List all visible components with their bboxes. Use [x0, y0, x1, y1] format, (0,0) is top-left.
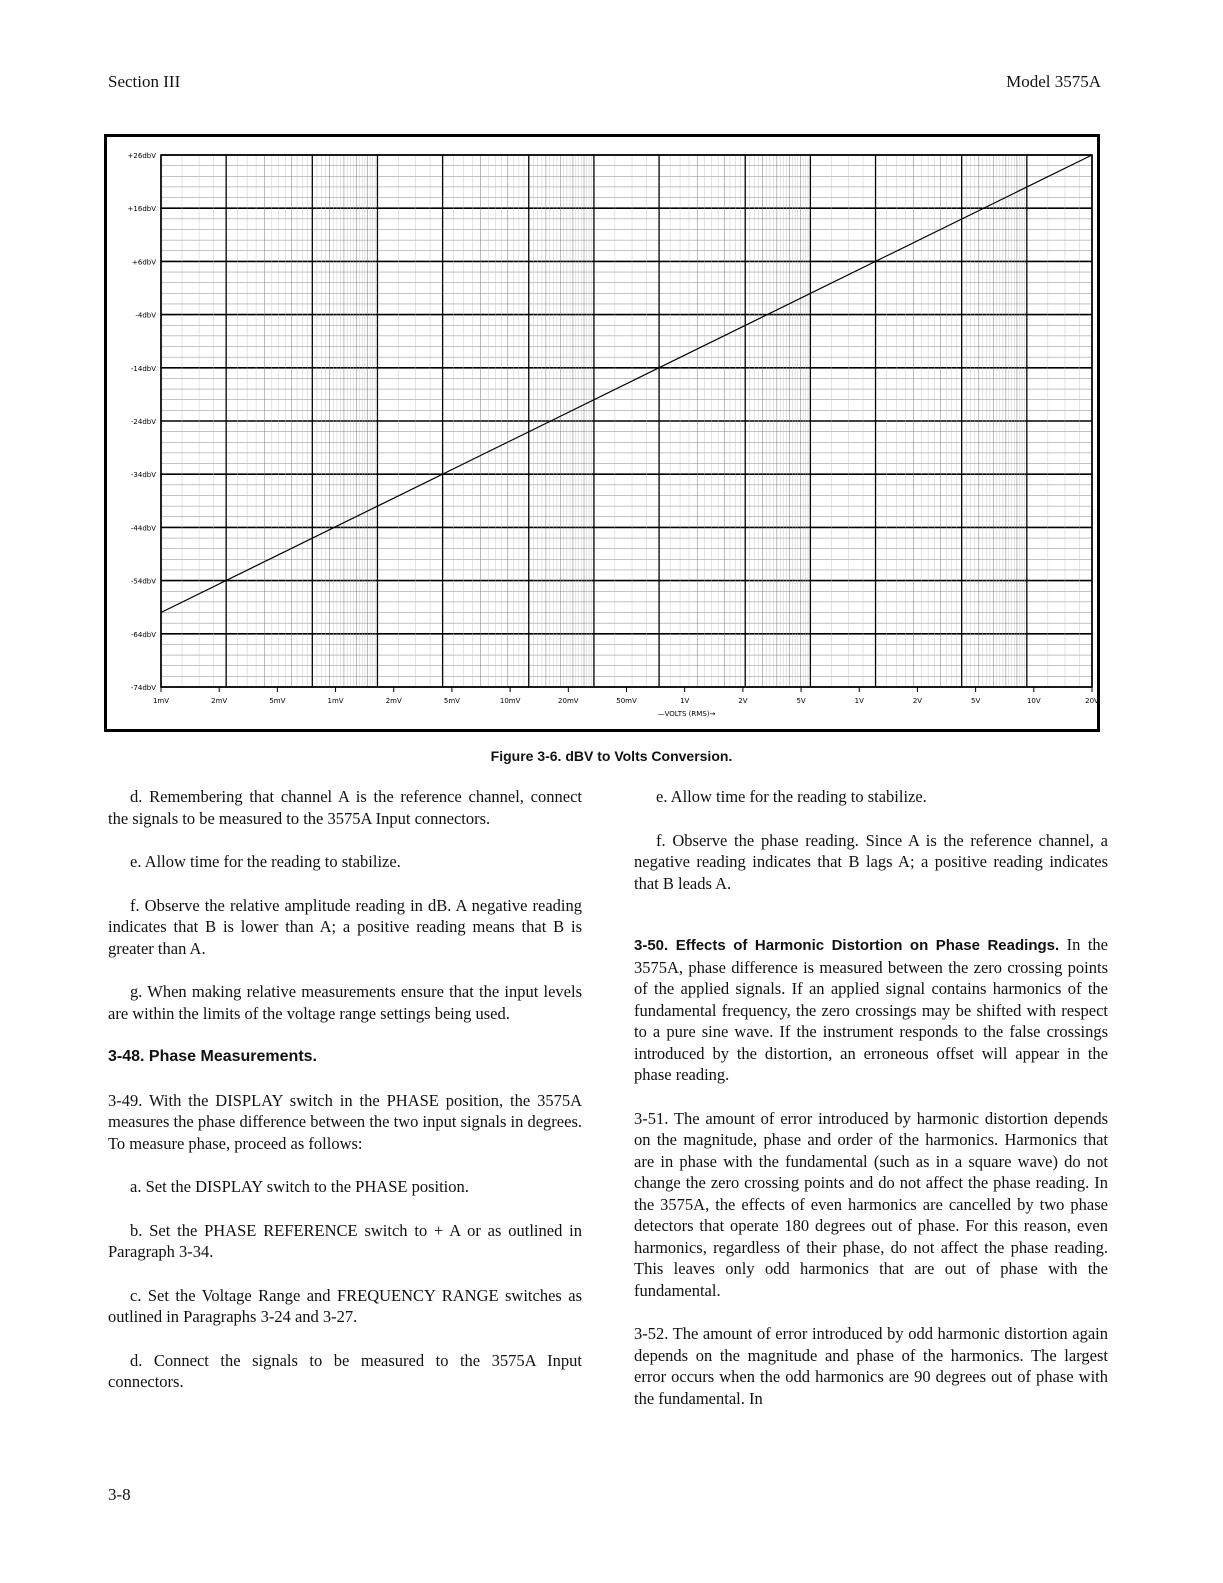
x-tick-label: 5V [796, 697, 806, 705]
page-number: 3-8 [108, 1485, 131, 1504]
step-d-relative: d. Remembering that channel A is the reference channel, connect the signals to be measured to the 3575A Input connectors. [108, 787, 582, 828]
x-tick-label: 5mV [269, 697, 286, 705]
step-a-phase: a. Set the DISPLAY switch to the PHASE position. [130, 1177, 469, 1196]
y-tick-label: -64dbV [130, 630, 156, 639]
paragraph-3-50 [634, 934, 1108, 1086]
y-tick-label: -74dbV [130, 684, 156, 692]
y-tick-label: -4dbV [135, 311, 156, 320]
heading-phase-measurements: 3-48. Phase Measurements. [108, 1048, 317, 1065]
x-tick-label: 5mV [443, 697, 460, 705]
step-g-relative: g. When making relative measurements ensure that the input levels are within the limits of the voltage range settings being used. [108, 982, 582, 1023]
dbv-volts-chart [104, 134, 1100, 732]
step-b-phase: b. Set the PHASE REFERENCE switch to + A or as outlined in Paragraph 3-34. [108, 1220, 582, 1261]
paragraph-3-52: 3-52. The amount of error introduced by odd harmonic distortion again depends on the magnitude and phase of the harmonics. The largest error occurs when the odd harmonics are 90 degrees out of phase with the fundamental. In [634, 1324, 1108, 1408]
x-tick-label: 1mV [327, 697, 344, 705]
y-tick-label: -44dbV [130, 524, 156, 533]
x-tick-label: 10mV [499, 697, 521, 705]
heading-harmonic-distortion: 3-50. Effects of Harmonic Distortion on Phase Readings. [634, 937, 1060, 954]
x-tick-label: 10V [1026, 697, 1041, 705]
y-tick-label: +6dbV [132, 258, 156, 267]
paragraph-3-51: 3-51. The amount of error introduced by harmonic distortion depends on the magnitude, phase and order of the harmonics. Harmonics that are in phase with the fundamental (such as in a square wave) do not change the zero crossing points and do not affect the phase reading. In the 3575A, the effects of even harmonics are cancelled by two phase detectors that operate 180 degrees out of phase. For this reason, even harmonics, regardless of their phase, do not affect the phase reading. This leaves only odd harmonics that are out of phase with the fundamental. [634, 1108, 1108, 1300]
x-tick-label: 1V [680, 697, 690, 705]
step-c-phase: c. Set the Voltage Range and FREQUENCY RANGE switches as outlined in Paragraphs 3-24 and 3-27. [108, 1285, 582, 1326]
step-f-relative: f. Observe the relative amplitude reading in dB. A negative reading indicates that B is lower than A; a positive reading means that B is greater than A. [108, 895, 582, 958]
figure-caption: Figure 3-6. dBV to Volts Conversion. [490, 748, 733, 764]
x-tick-label: 50mV [616, 697, 637, 705]
x-tick-label: 2V [912, 697, 923, 705]
y-tick-label: -14dbV [130, 364, 156, 373]
right-column [634, 786, 1108, 1431]
left-column [108, 786, 582, 1415]
paragraph-3-49: 3-49. With the DISPLAY switch in the PHASE position, the 3575A measures the phase difference between the two input signals in degrees. To measure phase, proceed as follows: [108, 1090, 582, 1153]
y-tick-label: -24dbV [130, 418, 156, 426]
x-tick-label: 1V [854, 697, 864, 705]
step-d-phase: d. Connect the signals to be measured to the 3575A Input connectors. [108, 1350, 582, 1391]
dbv-conversion-line [161, 155, 1092, 613]
step-e-relative: e. Allow time for the reading to stabilize. [130, 852, 401, 871]
x-tick-label: 5V [971, 697, 981, 705]
step-f-phase: f. Observe the phase reading. Since A is the reference channel, a negative reading indicates that B lags A; a positive reading indicates that B leads A. [634, 830, 1108, 893]
section-label: Section III [108, 72, 181, 91]
step-e-phase: e. Allow time for the reading to stabilize. [656, 787, 927, 806]
y-tick-label: -34dbV [130, 471, 156, 480]
x-tick-label: 2mV [211, 697, 228, 705]
paragraph-3-50-text: In the 3575A, phase difference is measured between the zero crossing points of the applied signals. If an applied signal contains harmonics of the fundamental frequency, the zero crossings may be shifted with respect to a pure sine wave. If the instrument responds to the false crossings introduced by the distortion, an erroneous offset will appear in the phase reading. [634, 935, 1108, 1084]
x-tick-label: 1mV [152, 697, 170, 705]
x-tick-label: 2V [738, 697, 748, 705]
y-tick-label: +26dbV [127, 152, 156, 160]
model-label: Model 3575A [1006, 72, 1101, 91]
x-tick-label: 20V [1085, 697, 1099, 705]
x-axis-label: —VOLTS (RMS)→ [657, 710, 716, 718]
y-tick-label: +16dbV [127, 205, 156, 214]
x-tick-label: 20mV [558, 697, 579, 705]
y-tick-label: -54dbV [130, 577, 156, 586]
x-tick-label: 2mV [385, 697, 402, 705]
chart-canvas [107, 137, 1097, 729]
